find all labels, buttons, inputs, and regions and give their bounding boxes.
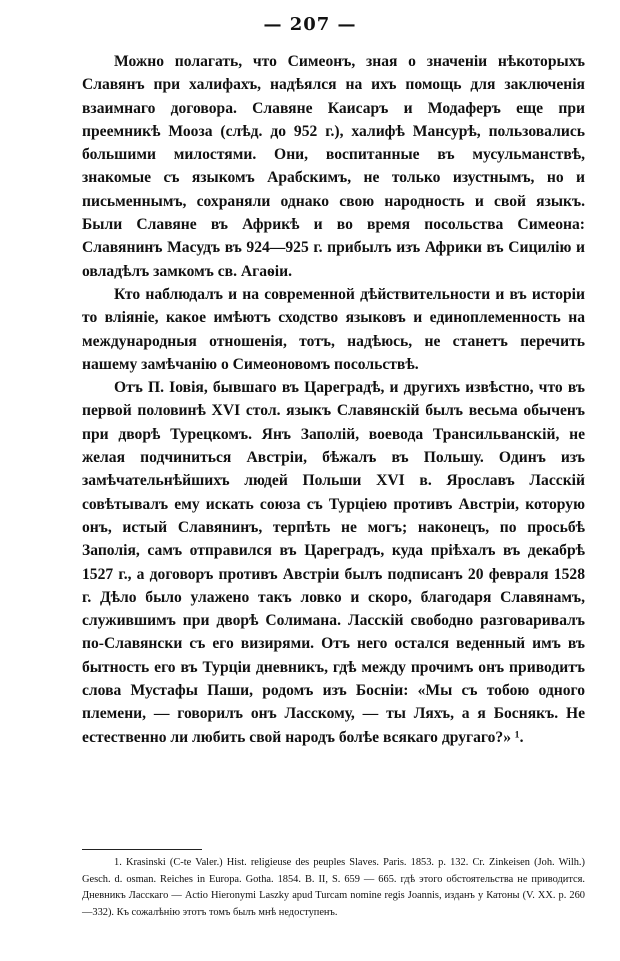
paragraph-2: Кто наблюдалъ и на современной дѣйствительности и въ исторіи то вліяніе, какое имѣютъ сходство языковъ и единоплеменность на международныя отношенія, тотъ, надѣюсь, не станетъ перечить нашему замѣчанію о Симеоновомъ посольствѣ. — [82, 285, 585, 373]
footnotes — [82, 855, 585, 921]
footnote-divider — [82, 849, 202, 850]
page-number: — 207 — — [263, 14, 357, 35]
paragraph-1: Можно полагать, что Симеонъ, зная о значеніи нѣкоторыхъ Славянъ при халифахъ, надѣялся на ихъ помощь для заключенія взаимнаго договора. Славяне Каисаръ и Модаферъ еще при преемникѣ Мооза (слѣд. до 952 г.), халифѣ Мансурѣ, пользовались большими милостями. Они, воспитанные въ мусульманствѣ, знакомые съ языкомъ Арабскимъ, не только изустнымъ, но и письменнымъ, сохраняли однако свою народность и свой языкъ. Были Славяне въ Африкѣ и во время посольства Симеона: Славянинъ Масудъ въ 924—925 г. прибылъ изъ Африки въ Сицилію и овладѣлъ замкомъ св. Агаѳіи. — [82, 53, 585, 280]
paragraph-3: Отъ П. Іовія, бывшаго въ Цареградѣ, и другихъ извѣстно, что въ первой половинѣ XVI стол. языкъ Славянскій былъ весьма обыченъ при дворѣ Турецкомъ. Янъ Заполій, воевода Трансильванскій, не желая подчиниться Австріи, бѣжалъ въ Польшу. Одинъ изъ замѣчательнѣйшихъ людей Польши XVI в. Ярославъ Ласскій совѣтывалъ ему искать союза съ Турціею противъ Австріи, которую онъ, истый Славянинъ, терпѣть не могъ; наконецъ, по просьбѣ Заполія, самъ отправился въ Цареградъ, куда пріѣхалъ въ декабрѣ 1527 г., а договоръ противъ Австріи былъ подписанъ 20 февраля 1528 г. Дѣло было улажено такъ ловко и скоро, благодаря Славянамъ, служившимъ при дворѣ Солимана. Ласскій свободно разговаривалъ по-Славянски съ его визирями. Отъ него остался веденный имъ въ бытность его въ Турціи дневникъ, гдѣ между прочимъ онъ приводитъ слова Мустафы Паши, родомъ изъ Босніи: «Мы съ тобою одного племени, — говорилъ онъ Ласскому, — ты Ляхъ, а я Боснякъ. Не естественно ли любить свой народъ болѣе всякаго другаго?» ¹. — [82, 379, 585, 746]
footnote-1: 1. Krasinski (C-te Valer.) Hist. religieuse des peuples Slaves. Paris. 1853. p. 132. Cr. Zinkeisen (Joh. Wilh.) Gesch. d. osman. Reiches in Europa. Gotha. 1854. B. II, S. 659 — 665. гдѣ этого обстоятельства не приводится. Дневникъ Ласскаго — Actio Hieronymi Laszky apud Turcam nomine regis Joannis, изданъ у Катоны (V. XX. p. 260—332). Къ сожалѣнію этотъ томъ былъ мнѣ недоступенъ. — [82, 857, 585, 918]
main-text — [82, 50, 585, 749]
